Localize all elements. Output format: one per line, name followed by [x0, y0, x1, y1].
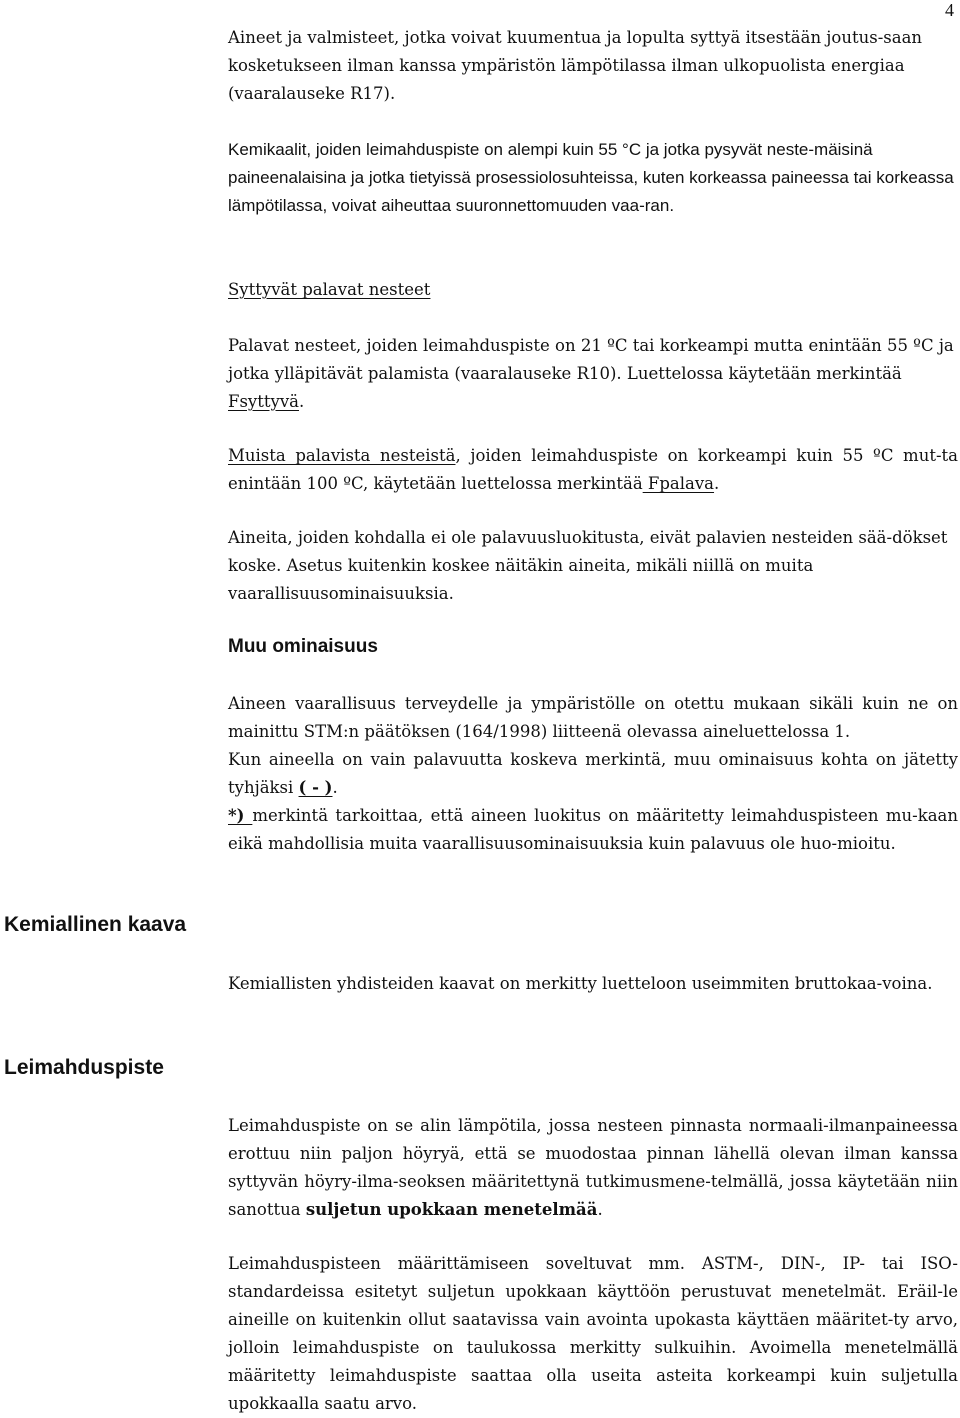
flashpoint-paragraph-1	[228, 1112, 958, 1224]
other-property-section	[228, 690, 958, 858]
other-p3-text: merkintä tarkoittaa, että aineen luokitus on määritetty leimahduspisteen mu-kaan eikä mahdollisia muita vaarallisuusominaisuuksia kuin palavuus ole huo-mioitu.	[228, 806, 958, 853]
flammable-paragraph-3: Aineita, joiden kohdalla ei ole palavuusluokitusta, eivät palavien nesteiden sää-dökset koske. Asetus kuitenkin koskee näitäkin aineita, mikäli niillä on muita vaarallisuusominaisuuksia.	[228, 528, 948, 603]
fpalava-term: Fpalava	[642, 474, 715, 493]
formula-paragraph: Kemiallisten yhdisteiden kaavat on merkitty luetteloon useimmiten bruttokaa-voina.	[228, 974, 933, 993]
flammable-p1-end: .	[298, 392, 305, 411]
asterisk-mark: *)	[228, 806, 253, 825]
flashpoint-side-heading: Leimahduspiste	[4, 1056, 164, 1079]
other-property-heading: Muu ominaisuus	[228, 636, 378, 657]
flammable-p1-text: Palavat nesteet, joiden leimahduspiste on 21 ºC tai korkeampi mutta enintään 55 ºC ja jotka ylläpitävät palamista (vaaralauseke R10). Luettelossa käytetään merkintää	[228, 336, 954, 383]
other-p2-text: Kun aineella on vain palavuutta koskeva merkintä, muu ominaisuus kohta on jätetty tyhjäksi	[228, 750, 958, 797]
other-paragraph-3	[228, 802, 958, 858]
other-flammables-term: Muista palavista nesteistä	[228, 446, 456, 465]
flashpoint-p1-end: .	[597, 1200, 603, 1219]
flammable-p2-text: , joiden leimahduspiste on korkeampi kuin 55 ºC mut-ta enintään 100 ºC, käytetään luettelossa merkintää	[228, 446, 959, 493]
formula-side-heading: Kemiallinen kaava	[4, 913, 187, 936]
empty-mark: ( - )	[298, 778, 333, 797]
flammable-heading-text: Syttyvät palavat nesteet	[228, 280, 431, 299]
closed-cup-method: suljetun upokkaan menetelmää	[305, 1200, 598, 1219]
page-number: 4	[945, 0, 954, 20]
intro-paragraph-2: Kemikaalit, joiden leimahduspiste on alempi kuin 55 °C ja jotka pysyvät neste-mäisinä paineenalaisina ja jotka tietyissä prosessiolosuhteissa, kuten korkeassa paineessa tai korkeassa lämpötilassa, voivat aiheuttaa suuronnettomuuden vaa-ran.	[228, 140, 954, 215]
other-paragraph-2	[228, 746, 958, 802]
intro-paragraph-1: Aineet ja valmisteet, jotka voivat kuumentua ja lopulta syttyä itsestään joutus-saan kosketukseen ilman kanssa ympäristön lämpötilassa ilman ulkopuolista energiaa (vaaralauseke R17).	[228, 28, 923, 103]
other-paragraph-1: Aineen vaarallisuus terveydelle ja ympäristölle on otettu mukaan sikäli kuin ne on mainittu STM:n päätöksen (164/1998) liitteenä olevassa aineluettelossa 1.	[228, 694, 958, 741]
flashpoint-paragraph-2: Leimahduspisteen määrittämiseen soveltuvat mm. ASTM-, DIN-, IP- tai ISO-standardeissa esitetyt suljetun upokkaan käyttöön perustuvat menetelmät. Eräil-le aineille on kuitenkin ollut saatavissa vain avointa upokasta käyttäen määritet-ty arvo, jolloin leimahduspiste on taulukossa merkitty sulkuihin. Avoimella menetelmällä määritetty leimahduspiste saattaa olla useita asteita korkeampi kuin suljetulla upokkaalla saatu arvo.	[228, 1254, 958, 1413]
fsyttyva-term: Fsyttyvä	[228, 392, 299, 411]
flammable-paragraph-2	[228, 442, 958, 498]
other-p2-end: .	[332, 778, 338, 797]
flammable-p2-end: .	[714, 474, 720, 493]
flammable-paragraph-1	[228, 332, 958, 416]
flashpoint-p1-text: Leimahduspiste on se alin lämpötila, jossa nesteen pinnasta normaali-ilmanpaineessa erottuu niin paljon höyryä, että se muodostaa pinnan lähellä olevan ilman kanssa syttyvän höyry-ilma-seoksen määritettynä tutkimusmene-telmällä, jossa käytetään niin sanottua	[228, 1116, 958, 1219]
flammable-heading	[228, 276, 958, 304]
